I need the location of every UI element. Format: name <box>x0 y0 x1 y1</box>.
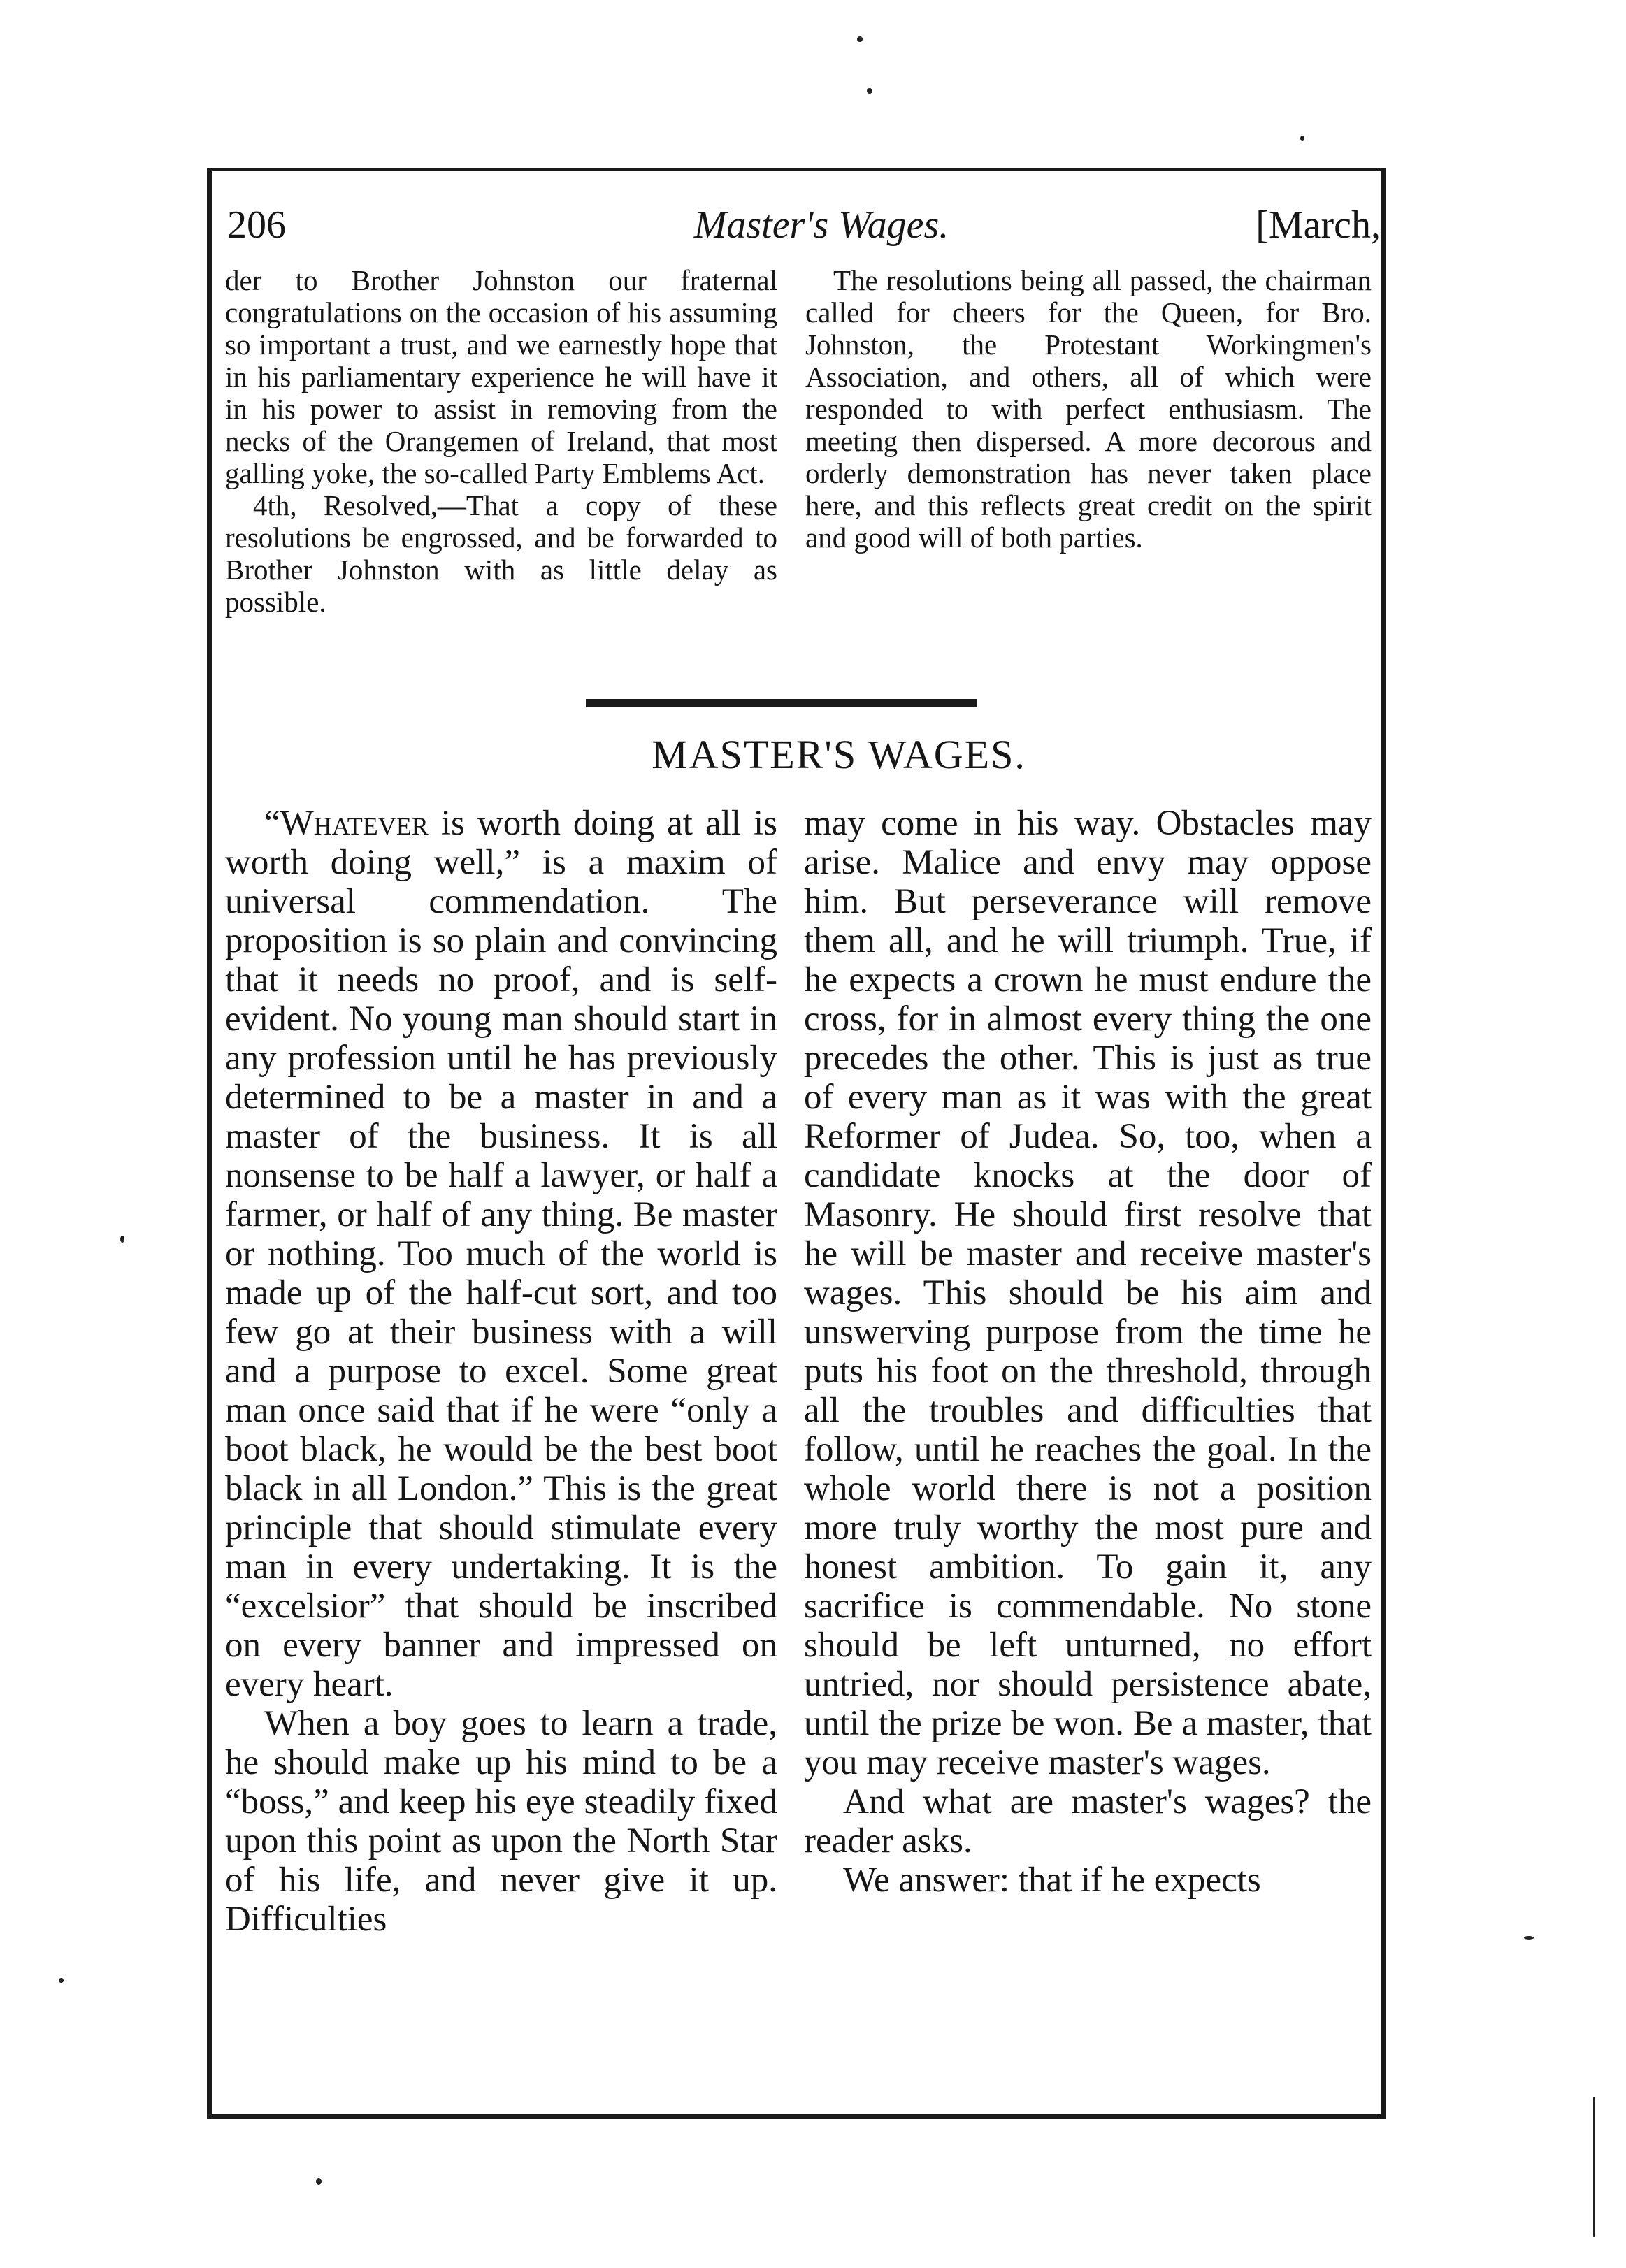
article-title: MASTER'S WAGES. <box>652 732 1026 777</box>
scan-speck <box>857 36 863 42</box>
top-right-paragraph-1: The resolutions being all passed, the chairman called for cheers for the Queen, for Bro. Johnston, the Protestant Workingmen's Association, and others, all of which were responded to with perfect enthusiasm. The meeting then dispersed. A more decorous and orderly demonstration has never taken place here, and this reflects great credit on the spirit and good will of both parties. <box>805 264 1372 554</box>
article-paragraph-1 <box>225 804 777 1704</box>
top-right-column <box>805 264 1372 554</box>
section-divider-rule <box>586 699 977 707</box>
scan-speck <box>867 88 872 94</box>
scan-speck <box>120 1236 124 1243</box>
page-header <box>227 197 1381 253</box>
scan-speck <box>1524 1936 1534 1940</box>
article-paragraph-answer: We answer: that if he expects <box>843 1861 1261 1900</box>
scan-speck <box>1300 136 1304 141</box>
top-left-paragraph-1: der to Brother Johnston our fraternal congratulations on the occasion of his assuming so important a trust, and we earnestly hope that in his parliamentary experience he will have it in his power to assist in removing from the necks of the Orangemen of Ireland, that most galling yoke, the so-called Party Emblems Act. <box>225 264 777 489</box>
top-left-column <box>225 264 777 618</box>
article-right-column <box>804 804 1372 1900</box>
scan-speck <box>59 1978 64 1983</box>
top-left-paragraph-2: 4th, Resolved,—That a copy of these resolutions be engrossed, and be forwarded to Brother Johnston with as little delay as possible. <box>225 489 777 618</box>
article-paragraph-question: And what are master's wages? the reader asks. <box>804 1782 1372 1861</box>
scan-edge-mark <box>1593 2097 1595 2237</box>
scan-speck <box>316 2178 322 2185</box>
page-number: 206 <box>227 203 286 247</box>
opening-word: “Whatever <box>264 804 429 843</box>
article-paragraph-1-text: is worth doing at all is worth doing well,” is a maxim of universal commendation. The proposition is so plain and convincing that it needs no proof, and is self-evident. No young man should start in any profession until he has previously determined to be a master in and a master of the business. It is all nonsense to be half a lawyer, or half a farmer, or half of any thing. Be master or nothing. Too much of the world is made up of the half-cut sort, and too few go at their business with a will and a purpose to excel. Some great man once said that if he were “only a boot black, he would be the best boot black in all London.” This is the great principle that should stimulate every man in every undertaking. It is the “excelsior” that should be inscribed on every banner and impressed on every heart. <box>225 804 778 1704</box>
article-paragraph-2: When a boy goes to learn a trade, he should make up his mind to be a “boss,” and keep his eye steadily fixed upon this point as upon the North Star of his life, and never give it up. Difficulties <box>225 1704 777 1939</box>
article-left-column <box>225 804 777 1939</box>
article-paragraph-continued: may come in his way. Obstacles may arise. Malice and envy may oppose him. But perseverance will remove them all, and he will triumph. True, if he expects a crown he must endure the cross, for in almost every thing the one precedes the other. This is just as true of every man as it was with the great Reformer of Judea. So, too, when a candidate knocks at the door of Masonry. He should first resolve that he will be master and receive master's wages. This should be his aim and unswerving purpose from the time he puts his foot on the threshold, through all the troubles and difficulties that follow, until he reaches the goal. In the whole world there is not a position more truly worthy the most pure and honest ambition. To gain it, any sacrifice is commendable. No stone should be left unturned, no effort untried, nor should persistence abate, until the prize be won. Be a master, that you may receive master's wages. <box>804 804 1372 1782</box>
running-month: [March, <box>1256 203 1381 247</box>
running-title: Master's Wages. <box>693 203 949 247</box>
